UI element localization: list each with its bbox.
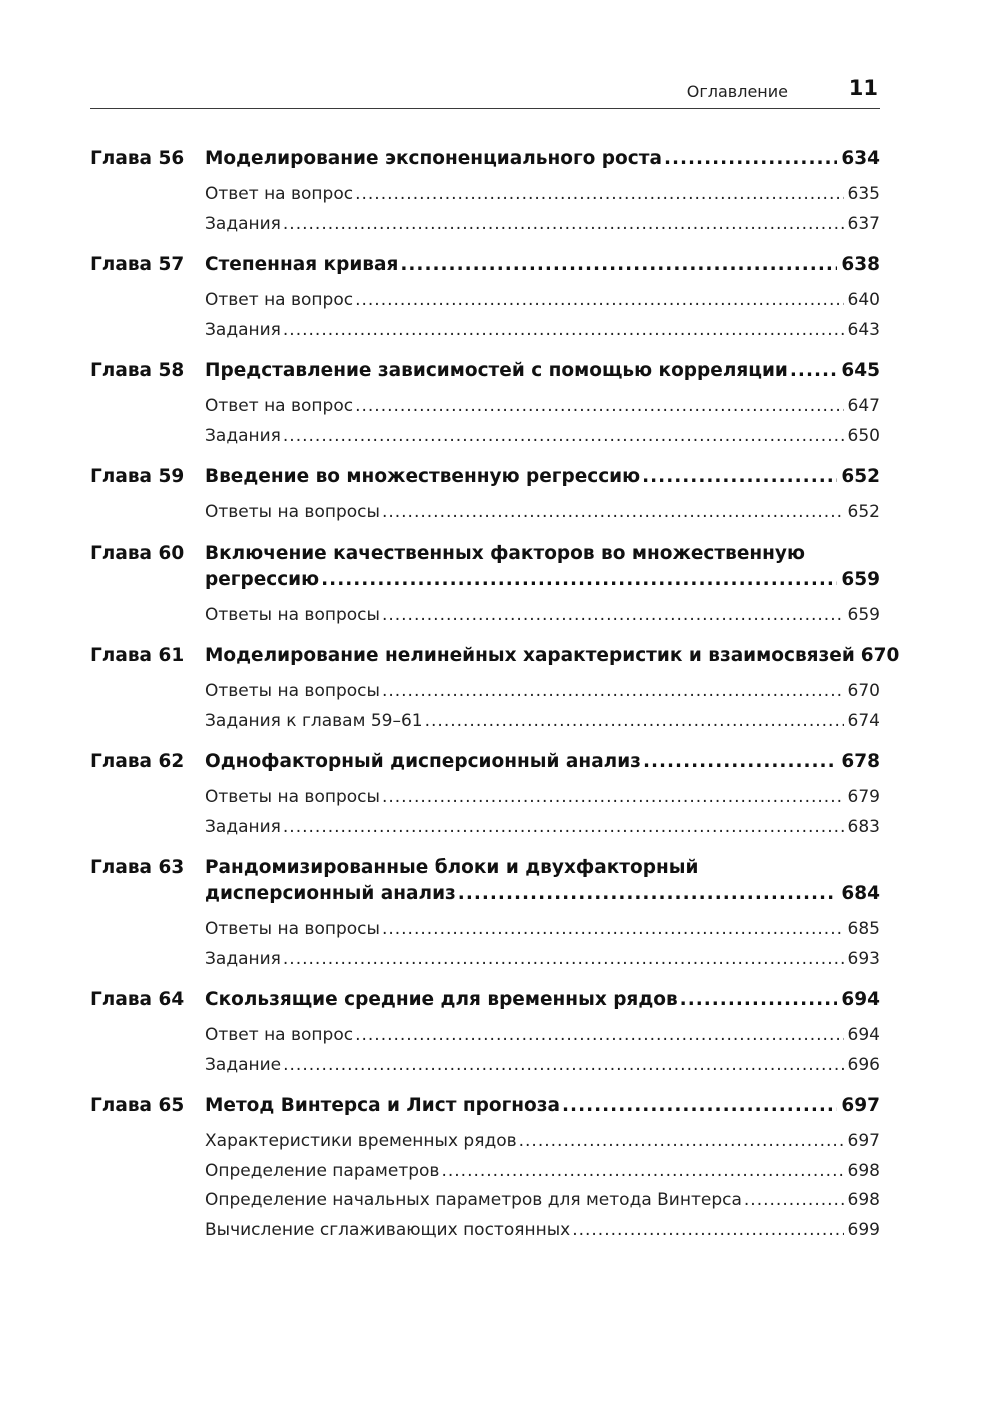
dot-leader [643,749,837,775]
chapter-label: Глава 64 [90,989,185,1010]
section-page-number: 640 [847,290,880,310]
chapter-heading[interactable] [90,146,880,172]
section-list [205,286,880,345]
section-list [205,1127,880,1245]
chapter-page-number: 652 [841,466,880,487]
chapter-title: Моделирование экспоненциального роста [205,148,662,169]
chapter-page-number: 634 [841,148,880,169]
dot-leader [519,1127,844,1157]
chapter-heading[interactable] [90,1093,880,1119]
toc-chapter [90,643,900,736]
dot-leader [382,601,844,631]
section-page-number: 670 [847,681,880,701]
chapter-label: Глава 61 [90,645,185,666]
toc-section-entry[interactable] [205,677,880,707]
chapter-page-number: 670 [860,645,900,666]
section-title: Определение начальных параметров для метода Винтерса [205,1190,742,1210]
section-title: Вычисление сглаживающих постоянных [205,1219,571,1240]
section-page-number: 679 [847,787,880,807]
dot-leader [283,813,844,843]
dot-leader [642,464,837,490]
section-title: Ответ на вопрос [205,1025,354,1045]
toc-section-entry[interactable] [205,1051,880,1081]
dot-leader [458,881,838,907]
toc-section-entry[interactable] [205,286,880,316]
section-title: Ответ на вопрос [205,184,354,204]
dot-leader [400,252,837,278]
section-page-number: 647 [847,396,880,416]
toc-chapter [90,541,880,631]
chapter-label: Глава 59 [90,466,185,487]
chapter-heading[interactable] [90,643,900,669]
table-of-contents [90,146,900,1258]
toc-section-entry[interactable] [205,498,880,528]
toc-chapter [90,1093,880,1245]
dot-leader [321,567,837,593]
chapter-title-block [205,146,880,172]
dot-leader [680,987,838,1013]
section-title: Определение параметров [205,1160,440,1181]
dot-leader [562,1093,837,1119]
section-list [205,783,880,842]
section-list [205,180,880,239]
chapter-title-row [205,987,880,1013]
toc-section-entry[interactable] [205,180,880,210]
section-page-number: 693 [847,948,880,969]
chapter-title-row [205,567,880,593]
toc-section-entry[interactable] [205,1021,880,1051]
section-page-number: 674 [847,710,880,731]
dot-leader [283,316,844,346]
chapter-title-block [205,464,880,490]
toc-chapter [90,749,880,842]
running-header-title: Оглавление [686,82,788,101]
section-title: Задания [205,319,281,340]
chapter-title: Представление зависимостей с помощью корреляции [205,360,788,381]
section-title: Ответы на вопросы [205,681,380,701]
section-page-number: 643 [847,319,880,340]
section-title: Задания [205,425,281,446]
section-title: Ответы на вопросы [205,604,380,625]
section-title: Задания [205,213,281,234]
chapter-title-row [205,643,900,669]
section-list [205,392,880,451]
section-page-number: 697 [847,1131,880,1151]
chapter-page-number: 694 [841,989,880,1010]
chapter-title-row [205,252,880,278]
toc-chapter [90,146,880,239]
section-page-number: 698 [847,1190,880,1210]
chapter-title-block [205,1093,880,1119]
chapter-label: Глава 63 [90,857,185,878]
section-page-number: 635 [847,184,880,204]
section-page-number: 683 [847,816,880,837]
toc-chapter [90,252,880,345]
chapter-page-number: 684 [841,883,880,904]
dot-leader [355,180,843,210]
page-header [90,74,880,109]
dot-leader [790,358,837,384]
chapter-title: Степенная кривая [205,254,399,275]
chapter-heading[interactable] [90,749,880,775]
chapter-title: Введение во множественную регрессию [205,466,641,487]
toc-section-entry[interactable] [205,813,880,843]
section-page-number: 650 [847,425,880,446]
section-title: Задания к главам 59–61 [205,710,423,731]
section-page-number: 659 [847,604,880,625]
chapter-label: Глава 60 [90,542,185,564]
section-title: Ответы на вопросы [205,787,380,807]
toc-section-entry[interactable] [205,945,880,975]
section-title: Ответ на вопрос [205,396,354,416]
section-list [205,915,880,974]
toc-section-entry[interactable] [205,1127,880,1157]
dot-leader [744,1186,844,1216]
chapter-title-row [205,1093,880,1119]
toc-section-entry[interactable] [205,1186,880,1216]
toc-section-entry[interactable] [205,601,880,631]
chapter-page-number: 697 [841,1095,880,1116]
chapter-title: Однофакторный дисперсионный анализ [205,751,641,772]
chapter-page-number: 659 [841,568,880,590]
toc-section-entry[interactable] [205,422,880,452]
dot-leader [283,422,844,452]
section-title: Задания [205,948,281,969]
chapter-title-row [205,146,880,172]
dot-leader [382,915,844,945]
toc-chapter [90,987,880,1080]
dot-leader [355,1021,843,1051]
dot-leader [355,392,843,422]
chapter-title-line: Рандомизированные блоки и двухфакторный [205,857,699,878]
chapter-title: регрессию [205,568,320,590]
chapter-title-row [205,749,880,775]
chapter-label: Глава 57 [90,254,185,275]
dot-leader [283,945,844,975]
chapter-title-row [205,358,880,384]
chapter-title-row [205,881,880,907]
toc-section-entry[interactable] [205,783,880,813]
section-list [205,677,880,736]
dot-leader [425,707,844,737]
section-page-number: 694 [847,1025,880,1045]
section-title: Задания [205,816,281,837]
dot-leader [382,677,844,707]
chapter-title: дисперсионный анализ [205,883,456,904]
chapter-title: Скользящие средние для временных рядов [205,989,678,1010]
chapter-title-block [205,749,880,775]
toc-section-entry[interactable] [205,210,880,240]
section-list [205,601,880,631]
section-page-number: 698 [847,1160,880,1181]
chapter-title: Моделирование нелинейных характеристик и взаимосвязей [205,645,855,666]
toc-section-entry[interactable] [205,915,880,945]
chapter-title-block [205,643,900,669]
chapter-heading[interactable] [90,541,880,593]
chapter-heading[interactable] [90,252,880,278]
dot-leader [283,210,844,240]
chapter-heading[interactable] [90,358,880,384]
toc-section-entry[interactable] [205,316,880,346]
dot-leader [283,1051,843,1081]
section-title: Ответ на вопрос [205,290,354,310]
section-title: Характеристики временных рядов [205,1131,517,1151]
section-list [205,498,880,528]
section-page-number: 637 [847,213,880,234]
toc-chapter [90,855,880,974]
chapter-label: Глава 58 [90,360,185,381]
dot-leader [355,286,843,316]
chapter-heading[interactable] [90,987,880,1013]
dot-leader [441,1157,843,1187]
dot-leader [382,783,844,813]
chapter-label: Глава 65 [90,1095,185,1116]
chapter-heading[interactable] [90,855,880,907]
page-number: 11 [848,76,878,100]
section-page-number: 696 [847,1054,880,1075]
section-title: Ответы на вопросы [205,502,380,522]
chapter-title-block [205,541,880,593]
section-page-number: 699 [847,1219,880,1240]
chapter-title-block [205,855,880,907]
chapter-title: Метод Винтерса и Лист прогноза [205,1095,561,1116]
toc-chapter [90,464,880,528]
section-page-number: 652 [847,502,880,522]
toc-section-entry[interactable] [205,1157,880,1187]
chapter-page-number: 678 [841,751,880,772]
toc-chapter [90,358,880,451]
chapter-title-block [205,252,880,278]
toc-section-entry[interactable] [205,392,880,422]
dot-leader [664,146,837,172]
chapter-page-number: 638 [841,254,880,275]
chapter-title-block [205,358,880,384]
dot-leader [572,1216,843,1246]
toc-section-entry[interactable] [205,1216,880,1246]
section-title: Задание [205,1054,282,1075]
chapter-title-line: Включение качественных факторов во множественную [205,542,805,564]
section-page-number: 685 [847,919,880,939]
section-title: Ответы на вопросы [205,919,380,939]
chapter-page-number: 645 [841,360,880,381]
toc-section-entry[interactable] [205,707,880,737]
chapter-heading[interactable] [90,464,880,490]
dot-leader [382,498,844,528]
section-list [205,1021,880,1080]
chapter-label: Глава 62 [90,751,185,772]
chapter-title-block [205,987,880,1013]
chapter-title-row [205,464,880,490]
chapter-label: Глава 56 [90,148,185,169]
